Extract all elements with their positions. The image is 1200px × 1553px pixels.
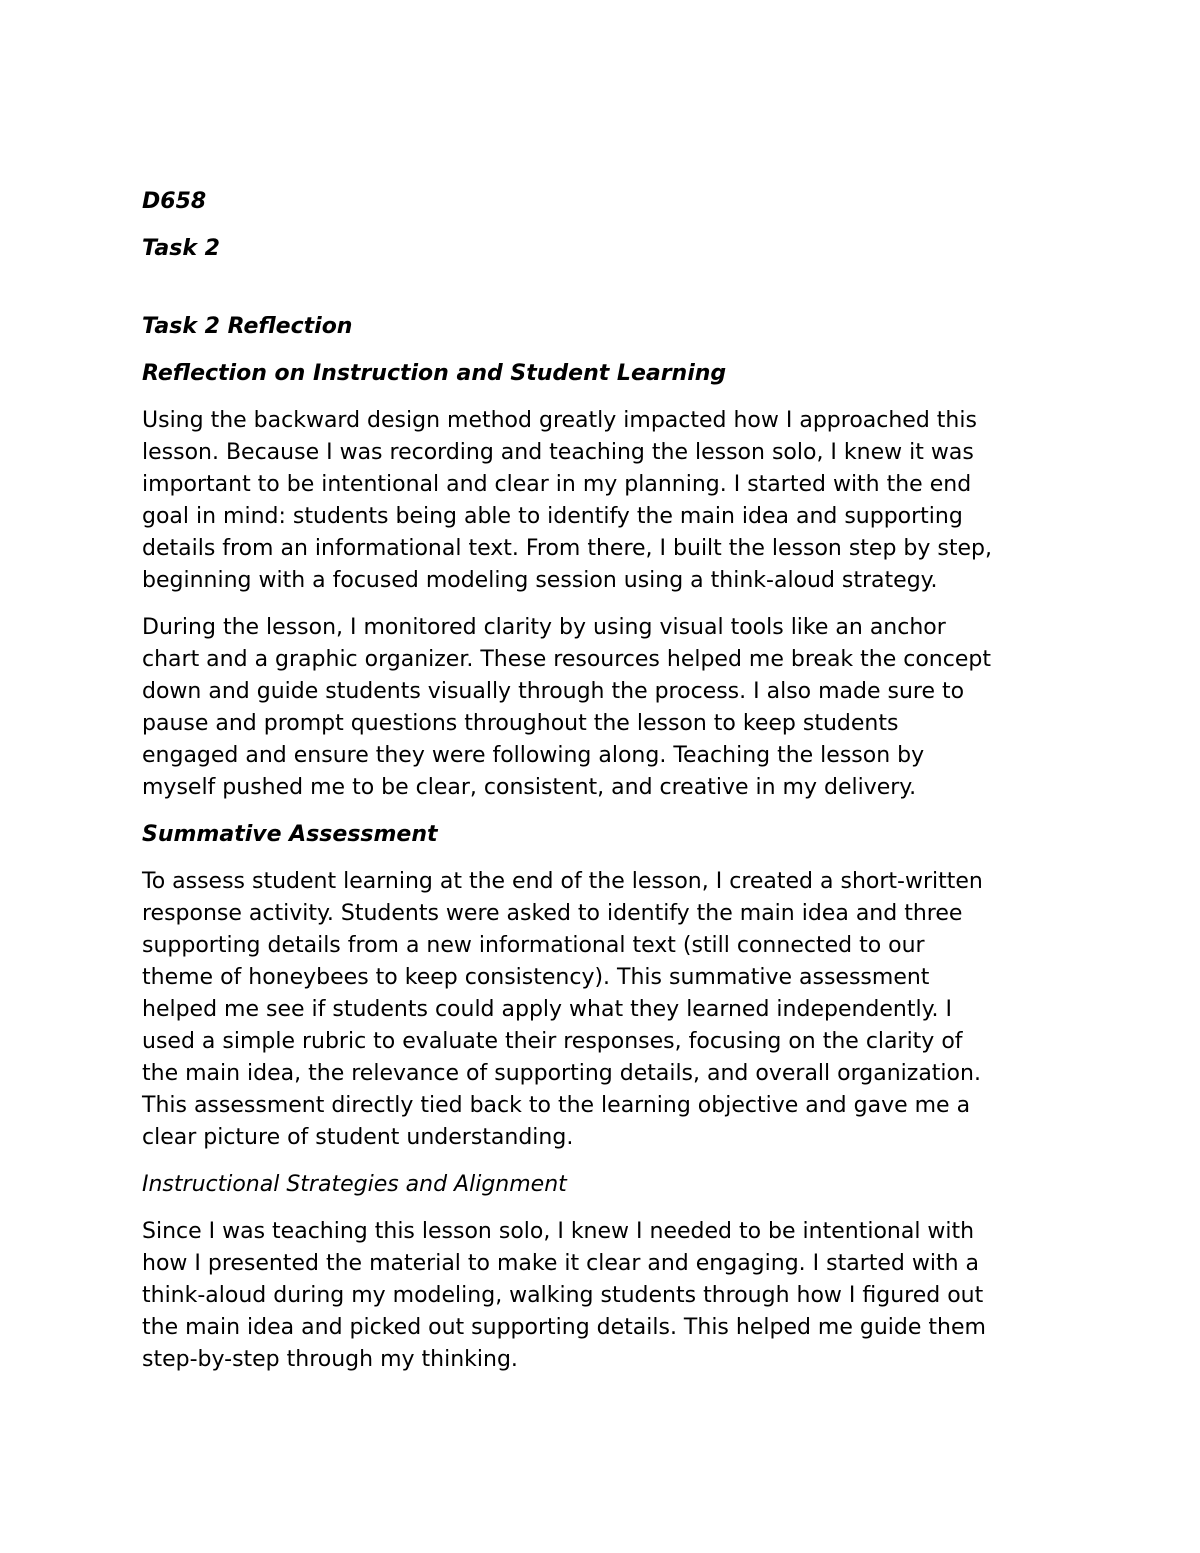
paragraph-line: down and guide students visually through the process. I also made sure to — [142, 679, 965, 704]
paragraph-backward-design — [142, 405, 1072, 597]
paragraph-instructional-strategies — [142, 1216, 1072, 1376]
paragraph-line: used a simple rubric to evaluate their responses, focusing on the clarity of — [142, 1029, 963, 1054]
section-heading-instructional-strategies: Instructional Strategies and Alignment — [142, 1172, 567, 1197]
paragraph-summative-assessment — [142, 866, 1072, 1154]
course-code: D658 — [142, 189, 207, 214]
paragraph-line: goal in mind: students being able to identify the main idea and supporting — [142, 504, 963, 529]
paragraph-line: step-by-step through my thinking. — [142, 1347, 518, 1372]
paragraph-line: think-aloud during my modeling, walking students through how I figured out — [142, 1283, 984, 1308]
paragraph-line: theme of honeybees to keep consistency). This summative assessment — [142, 965, 930, 990]
paragraph-line: This assessment directly tied back to the learning objective and gave me a — [142, 1093, 971, 1118]
paragraph-monitoring-clarity — [142, 612, 1072, 804]
document-body — [142, 186, 1072, 1376]
paragraph-line: response activity. Students were asked to identify the main idea and three — [142, 901, 963, 926]
paragraph-line: helped me see if students could apply what they learned independently. I — [142, 997, 952, 1022]
paragraph-line: important to be intentional and clear in my planning. I started with the end — [142, 472, 972, 497]
paragraph-line: clear picture of student understanding. — [142, 1125, 574, 1150]
paragraph-line: To assess student learning at the end of the lesson, I created a short-written — [142, 869, 983, 894]
paragraph-line: details from an informational text. From there, I built the lesson step by step, — [142, 536, 992, 561]
paragraph-line: beginning with a focused modeling session using a think-aloud strategy. — [142, 568, 938, 593]
paragraph-line: During the lesson, I monitored clarity by using visual tools like an anchor — [142, 615, 946, 640]
paragraph-line: pause and prompt questions throughout the lesson to keep students — [142, 711, 899, 736]
paragraph-line: Using the backward design method greatly impacted how I approached this — [142, 408, 977, 433]
paragraph-line: how I presented the material to make it clear and engaging. I started with a — [142, 1251, 980, 1276]
paragraph-line: lesson. Because I was recording and teaching the lesson solo, I knew it was — [142, 440, 974, 465]
paragraph-line: supporting details from a new informational text (still connected to our — [142, 933, 925, 958]
paragraph-line: the main idea, the relevance of supporting details, and overall organization. — [142, 1061, 981, 1086]
section-heading-summative-assessment: Summative Assessment — [142, 822, 438, 847]
paragraph-line: Since I was teaching this lesson solo, I knew I needed to be intentional with — [142, 1219, 975, 1244]
task-label: Task 2 — [142, 236, 220, 261]
paragraph-line: myself pushed me to be clear, consistent, and creative in my delivery. — [142, 775, 917, 800]
paragraph-line: chart and a graphic organizer. These resources helped me break the concept — [142, 647, 991, 672]
paragraph-line: the main idea and picked out supporting details. This helped me guide them — [142, 1315, 986, 1340]
reflection-title: Task 2 Reflection — [142, 314, 353, 339]
section-heading-reflection: Reflection on Instruction and Student Learning — [142, 361, 727, 386]
paragraph-line: engaged and ensure they were following along. Teaching the lesson by — [142, 743, 925, 768]
